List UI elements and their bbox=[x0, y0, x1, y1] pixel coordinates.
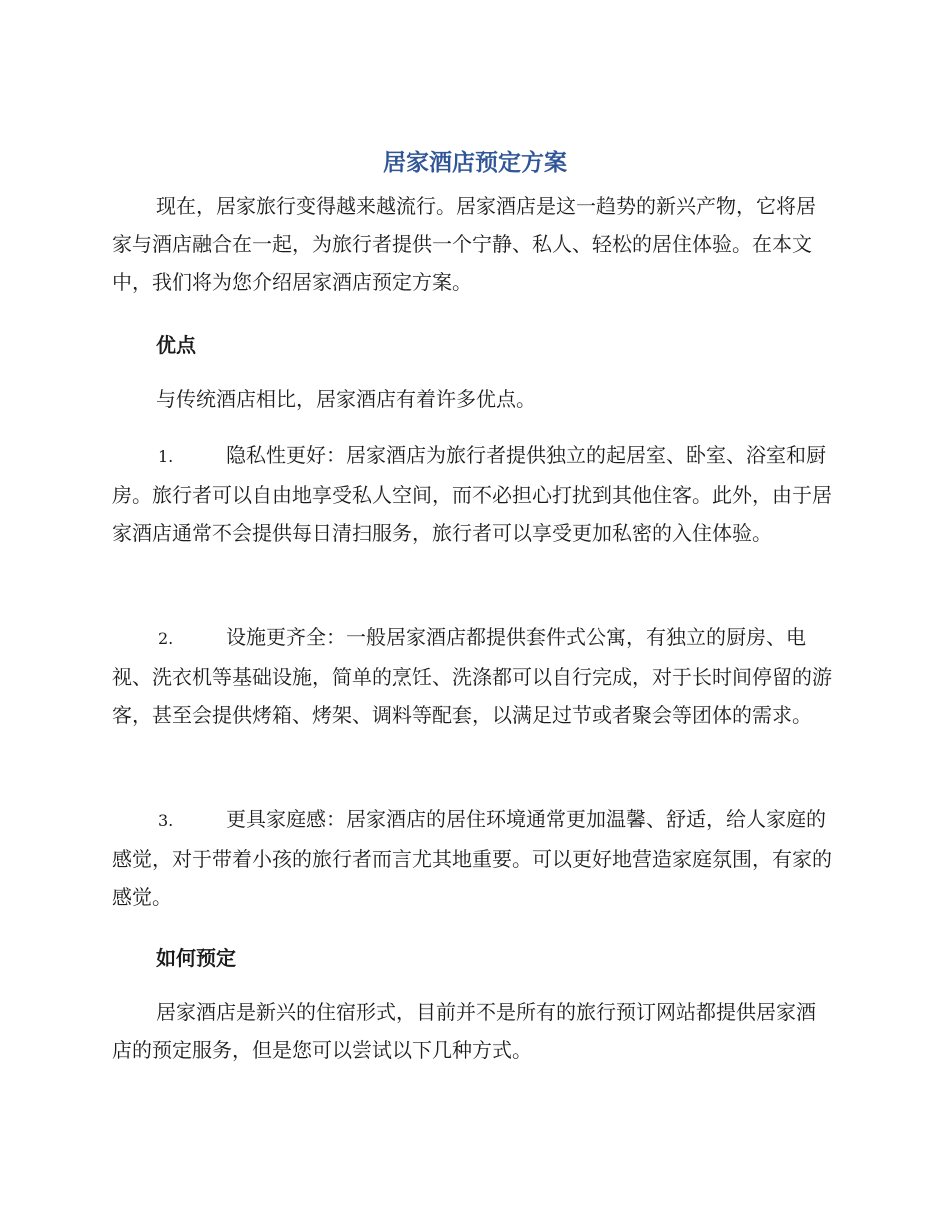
list-number: 2. bbox=[158, 629, 174, 648]
document-title: 居家酒店预定方案 bbox=[383, 150, 567, 176]
section-heading-advantages: 优点 bbox=[156, 333, 196, 357]
advantage-item-3 bbox=[112, 800, 834, 916]
list-item-text: 更具家庭感：居家酒店的居住环境通常更加温馨、舒适，给人家庭的感觉，对于带着小孩的旅行者而言尤其地重要。可以更好地营造家庭氛围，有家的感觉。 bbox=[112, 807, 832, 909]
advantage-item-2 bbox=[112, 618, 834, 734]
list-item-text: 隐私性更好：居家酒店为旅行者提供独立的起居室、卧室、浴室和厨房。旅行者可以自由地享受私人空间，而不必担心打扰到其他住客。此外，由于居家酒店通常不会提供每日清扫服务，旅行者可以享受更加私密的入住体验。 bbox=[112, 443, 832, 545]
list-item-text: 设施更齐全：一般居家酒店都提供套件式公寓，有独立的厨房、电视、洗衣机等基础设施，简单的烹饪、洗涤都可以自行完成，对于长时间停留的游客，甚至会提供烤箱、烤架、调料等配套，以满足过节或者聚会等团体的需求。 bbox=[112, 625, 832, 727]
booking-lead-paragraph: 居家酒店是新兴的住宿形式，目前并不是所有的旅行预订网站都提供居家酒店的预定服务，但是您可以尝试以下几种方式。 bbox=[112, 1000, 816, 1062]
list-number: 1. bbox=[158, 447, 174, 466]
list-number: 3. bbox=[158, 811, 174, 830]
intro-paragraph: 现在，居家旅行变得越来越流行。居家酒店是这一趋势的新兴产物，它将居家与酒店融合在一起，为旅行者提供一个宁静、私人、轻松的居住体验。在本文中，我们将为您介绍居家酒店预定方案。 bbox=[112, 194, 816, 294]
advantage-item-1 bbox=[112, 436, 834, 552]
advantages-lead-paragraph: 与传统酒店相比，居家酒店有着许多优点。 bbox=[156, 387, 536, 411]
section-heading-how-to-book: 如何预定 bbox=[156, 946, 236, 970]
